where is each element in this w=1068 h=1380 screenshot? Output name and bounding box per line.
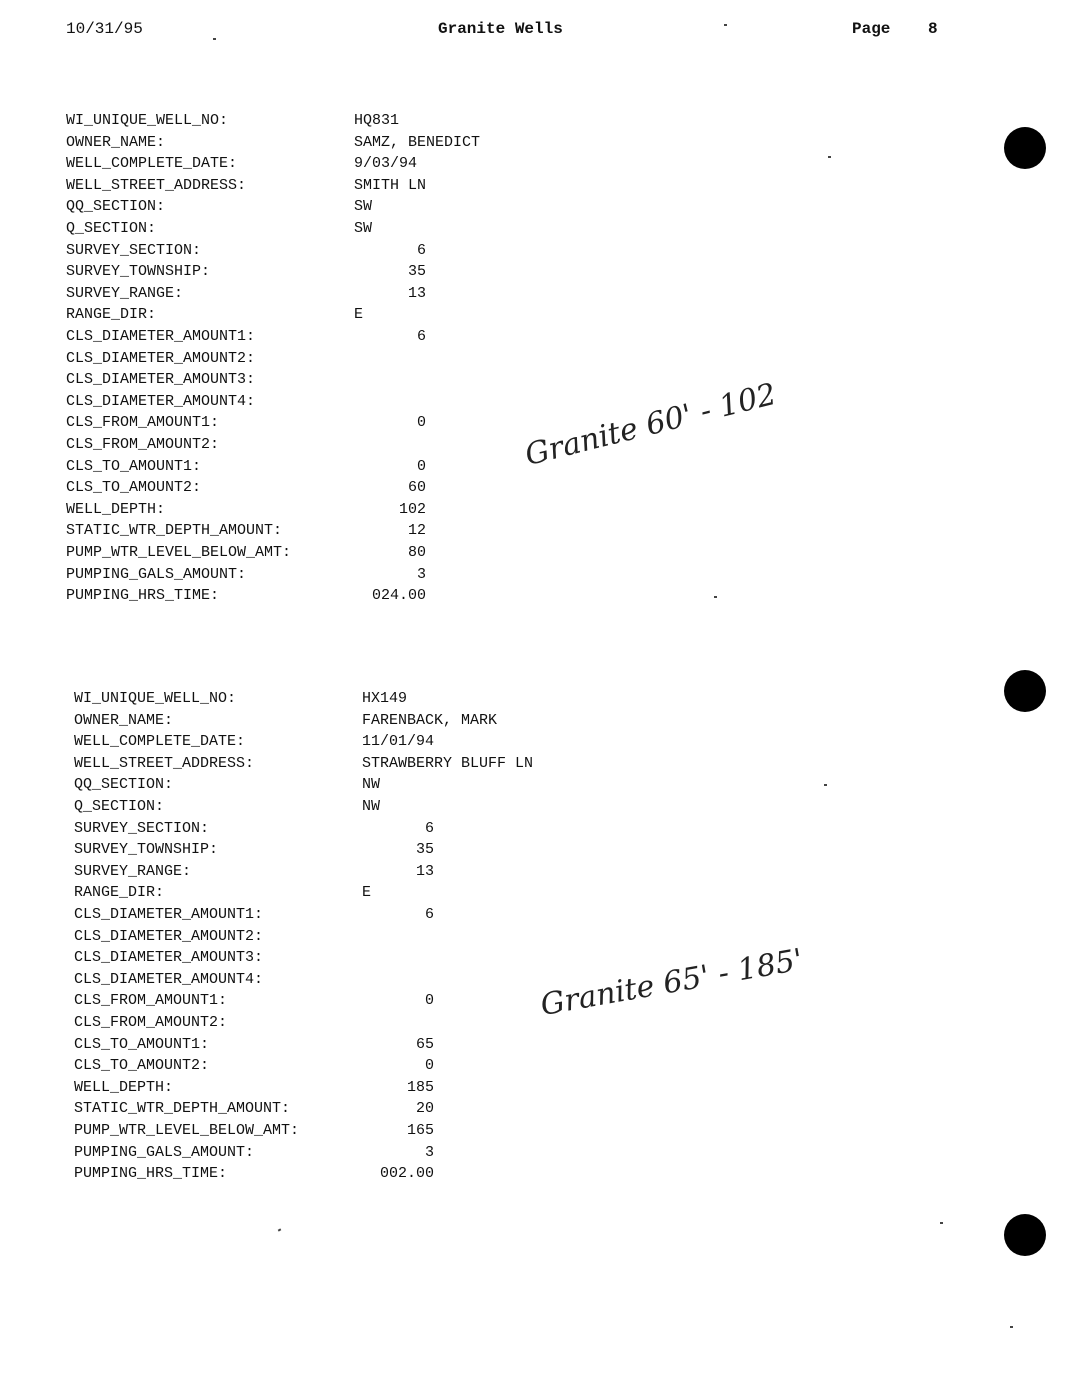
field-value: NW — [362, 798, 381, 815]
field-value: 35 — [415, 841, 434, 859]
field-label: Q_SECTION: — [74, 798, 165, 815]
field-label: PUMP_WTR_LEVEL_BELOW_AMT: — [66, 544, 292, 561]
binder-hole-middle — [1004, 670, 1046, 712]
field-value: SAMZ, BENEDICT — [354, 133, 481, 151]
field-row — [66, 132, 626, 154]
binder-hole-bottom — [1004, 1214, 1046, 1256]
field-row — [74, 753, 634, 775]
field-label: Q_SECTION: — [66, 220, 157, 237]
field-row — [66, 240, 626, 262]
field-row — [74, 1055, 634, 1077]
field-label: PUMPING_GALS_AMOUNT: — [74, 1143, 255, 1161]
field-value: 0 — [424, 1057, 434, 1075]
report-date: 10/31/95 — [66, 20, 143, 38]
field-label: SURVEY_RANGE: — [74, 862, 192, 880]
field-value: 35 — [407, 263, 426, 281]
field-value: 13 — [415, 862, 434, 880]
page-number: 8 — [928, 20, 938, 38]
field-label: CLS_TO_AMOUNT2: — [66, 479, 202, 497]
field-value: STRAWBERRY BLUFF LN — [362, 754, 534, 772]
field-label: WI_UNIQUE_WELL_NO: — [74, 690, 237, 707]
field-row — [74, 774, 634, 796]
field-row — [74, 688, 634, 710]
field-row — [66, 477, 626, 499]
field-label: CLS_TO_AMOUNT1: — [74, 1035, 210, 1053]
field-value: 102 — [398, 500, 426, 518]
field-value: 6 — [424, 906, 434, 923]
field-row — [66, 218, 626, 240]
field-row — [74, 947, 634, 969]
field-label: CLS_DIAMETER_AMOUNT3: — [66, 371, 256, 389]
field-value: 6 — [416, 328, 426, 345]
field-row — [74, 904, 634, 926]
field-value: 6 — [416, 241, 426, 259]
scan-speck — [213, 38, 216, 40]
field-label: CLS_FROM_AMOUNT2: — [74, 1014, 228, 1031]
field-label: CLS_DIAMETER_AMOUNT1: — [74, 906, 264, 923]
field-row — [74, 796, 634, 818]
scan-speck — [940, 1222, 943, 1224]
binder-hole-top — [1004, 127, 1046, 169]
field-value: 11/01/94 — [362, 733, 435, 751]
field-row — [74, 710, 634, 732]
field-label: STATIC_WTR_DEPTH_AMOUNT: — [74, 1100, 291, 1118]
field-label: CLS_DIAMETER_AMOUNT3: — [74, 949, 264, 967]
report-title: Granite Wells — [438, 20, 563, 38]
field-value: E — [354, 306, 364, 324]
field-value: 9/03/94 — [354, 155, 418, 173]
field-value: 80 — [407, 544, 426, 561]
field-label: STATIC_WTR_DEPTH_AMOUNT: — [66, 522, 283, 540]
field-row — [66, 196, 626, 218]
field-label: CLS_TO_AMOUNT2: — [74, 1057, 210, 1075]
field-label: CLS_FROM_AMOUNT2: — [66, 436, 220, 453]
field-row — [66, 542, 626, 564]
field-row — [74, 839, 634, 861]
field-row — [66, 520, 626, 542]
field-row — [66, 585, 626, 607]
field-value: 3 — [424, 1143, 434, 1161]
field-label: PUMPING_HRS_TIME: — [74, 1165, 228, 1183]
field-label: CLS_DIAMETER_AMOUNT1: — [66, 328, 256, 345]
field-row — [74, 861, 634, 883]
field-value: 0 — [416, 457, 426, 475]
field-row — [74, 882, 634, 904]
scan-speck — [828, 156, 831, 158]
field-label: SURVEY_SECTION: — [74, 819, 210, 837]
field-row — [66, 153, 626, 175]
field-row — [74, 731, 634, 753]
field-label: CLS_DIAMETER_AMOUNT4: — [66, 392, 256, 410]
field-label: PUMP_WTR_LEVEL_BELOW_AMT: — [74, 1122, 300, 1139]
field-value: SW — [354, 198, 373, 216]
scan-speck — [714, 596, 717, 598]
field-label: CLS_DIAMETER_AMOUNT4: — [74, 970, 264, 988]
field-label: SURVEY_RANGE: — [66, 284, 184, 302]
field-row — [66, 564, 626, 586]
scan-speck — [278, 1228, 282, 1231]
field-value: E — [362, 884, 372, 902]
field-value: 024.00 — [371, 587, 426, 605]
field-label: WELL_COMPLETE_DATE: — [66, 155, 238, 173]
field-label: WI_UNIQUE_WELL_NO: — [66, 112, 229, 129]
field-value: SW — [354, 220, 373, 237]
field-row — [66, 304, 626, 326]
page-label: Page — [852, 20, 891, 38]
field-value: FARENBACK, MARK — [362, 711, 498, 729]
field-label: WELL_DEPTH: — [66, 500, 166, 518]
field-row — [66, 499, 626, 521]
field-label: SURVEY_TOWNSHIP: — [74, 841, 219, 859]
field-row — [74, 1034, 634, 1056]
field-row — [66, 391, 626, 413]
field-row — [74, 1142, 634, 1164]
field-row — [66, 326, 626, 348]
field-row — [74, 926, 634, 948]
field-value: 165 — [406, 1122, 434, 1139]
field-row — [74, 1163, 634, 1185]
field-label: CLS_DIAMETER_AMOUNT2: — [66, 349, 256, 367]
field-row — [66, 348, 626, 370]
field-value: SMITH LN — [354, 176, 427, 194]
scan-speck — [824, 784, 827, 786]
field-value: HX149 — [362, 690, 408, 707]
field-row — [66, 283, 626, 305]
field-row — [74, 818, 634, 840]
field-value: 0 — [424, 992, 434, 1010]
field-value: 002.00 — [379, 1165, 434, 1183]
field-label: SURVEY_SECTION: — [66, 241, 202, 259]
field-value: 6 — [424, 819, 434, 837]
scan-speck — [1010, 1326, 1013, 1328]
field-value: 13 — [407, 284, 426, 302]
field-row — [66, 412, 626, 434]
field-value: 3 — [416, 565, 426, 583]
field-value: 12 — [407, 522, 426, 540]
field-label: PUMPING_GALS_AMOUNT: — [66, 565, 247, 583]
field-row — [74, 1120, 634, 1142]
field-label: OWNER_NAME: — [74, 711, 174, 729]
field-label: CLS_FROM_AMOUNT1: — [74, 992, 228, 1010]
field-label: CLS_FROM_AMOUNT1: — [66, 414, 220, 432]
field-label: OWNER_NAME: — [66, 133, 166, 151]
field-label: WELL_STREET_ADDRESS: — [74, 754, 255, 772]
field-value: 0 — [416, 414, 426, 432]
field-label: QQ_SECTION: — [74, 776, 174, 794]
scan-speck — [724, 24, 727, 26]
field-label: RANGE_DIR: — [66, 306, 157, 324]
field-label: PUMPING_HRS_TIME: — [66, 587, 220, 605]
field-label: SURVEY_TOWNSHIP: — [66, 263, 211, 281]
field-value: 65 — [415, 1035, 434, 1053]
field-value: 20 — [415, 1100, 434, 1118]
field-label: WELL_COMPLETE_DATE: — [74, 733, 246, 751]
field-label: RANGE_DIR: — [74, 884, 165, 902]
field-value: HQ831 — [354, 112, 400, 129]
field-row — [66, 369, 626, 391]
field-label: WELL_STREET_ADDRESS: — [66, 176, 247, 194]
field-row — [74, 1098, 634, 1120]
field-value: 60 — [407, 479, 426, 497]
field-label: CLS_TO_AMOUNT1: — [66, 457, 202, 475]
field-row — [74, 1077, 634, 1099]
field-label: QQ_SECTION: — [66, 198, 166, 216]
field-label: WELL_DEPTH: — [74, 1078, 174, 1096]
field-label: CLS_DIAMETER_AMOUNT2: — [74, 927, 264, 945]
field-row — [66, 175, 626, 197]
field-row — [66, 110, 626, 132]
field-row — [66, 261, 626, 283]
handwritten-annotation-2: Granite 65' - 185' — [537, 942, 806, 1023]
field-value: NW — [362, 776, 381, 794]
field-value: 185 — [406, 1078, 434, 1096]
handwritten-annotation-1: Granite 60' - 102 — [521, 376, 780, 473]
